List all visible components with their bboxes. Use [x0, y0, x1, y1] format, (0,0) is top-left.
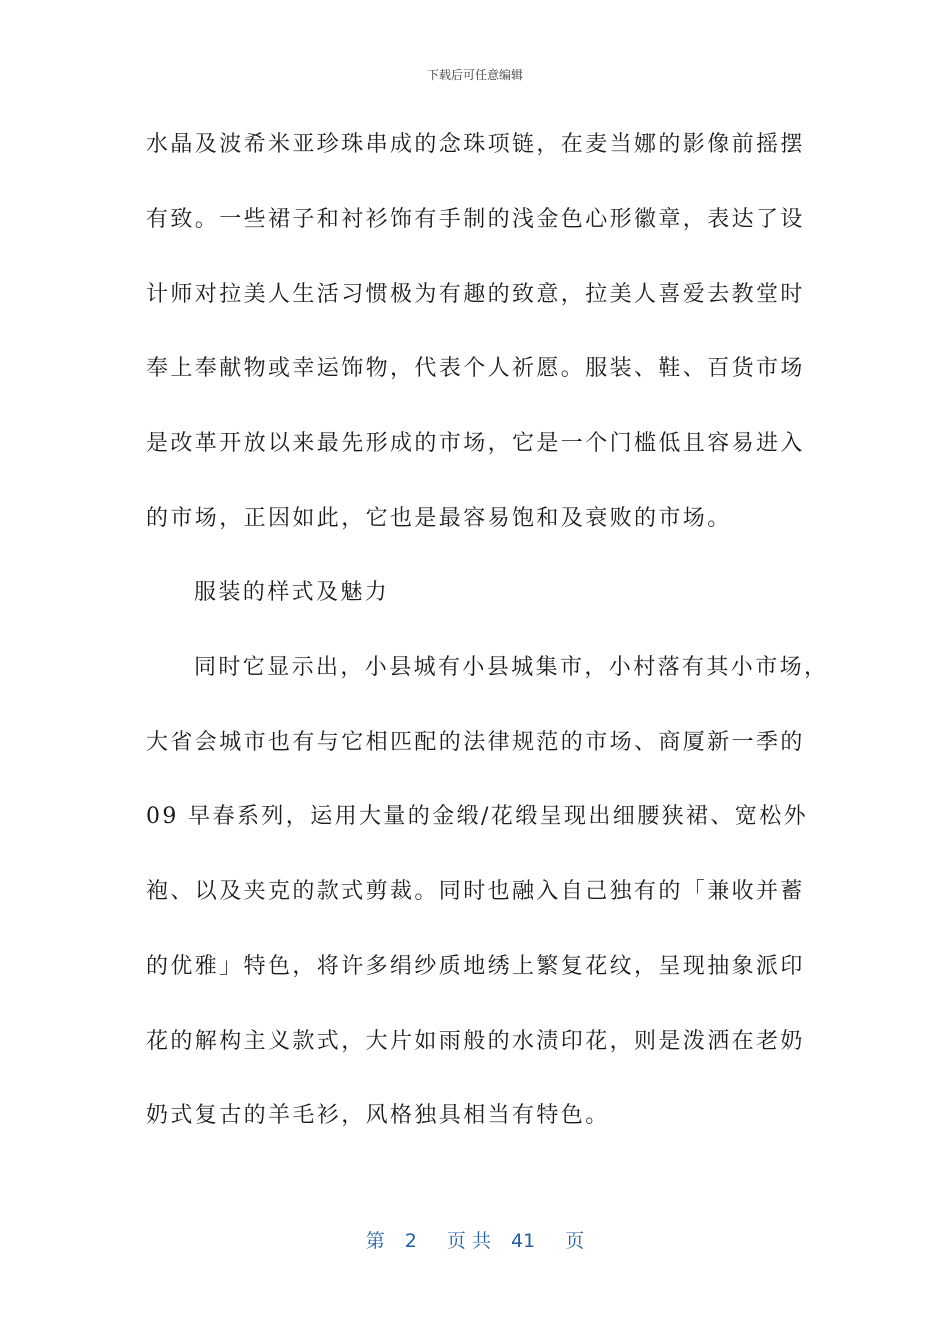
text-line: 的市场，正因如此，它也是最容易饱和及衰败的市场。 — [146, 506, 732, 531]
footer-middle: 页 共 — [446, 1230, 491, 1252]
footer-page-number: 2 — [404, 1230, 417, 1252]
footer-prefix: 第 — [365, 1230, 385, 1252]
section-heading: 服装的样式及魅力 — [194, 580, 390, 605]
text-line: 计师对拉美人生活习惯极为有趣的致意，拉美人喜爱去教堂时 — [146, 282, 805, 307]
page-header: 下载后可任意编辑 — [426, 68, 523, 82]
footer-total-pages: 41 — [511, 1230, 536, 1252]
text-line: 袍、以及夹克的款式剪裁。同时也融入自己独有的「兼收并蓄 — [146, 879, 805, 904]
page-footer — [0, 1226, 950, 1253]
text-line: 花的解构主义款式，大片如雨般的水渍印花，则是泼洒在老奶 — [146, 1029, 805, 1054]
text-line: 奶式复古的羊毛衫，风格独具相当有特色。 — [146, 1103, 610, 1128]
text-line: 的优雅」特色，将许多绢纱质地绣上繁复花纹，呈现抽象派印 — [146, 954, 805, 979]
text-line: 奉上奉献物或幸运饰物，代表个人祈愿。服装、鞋、百货市场 — [146, 356, 805, 381]
text-line: 是改革开放以来最先形成的市场，它是一个门槛低且容易进入 — [146, 431, 805, 456]
text-line: 同时它显示出，小县城有小县城集市，小村落有其小市场， — [194, 655, 829, 680]
text-line: 大省会城市也有与它相匹配的法律规范的市场、商厦新一季的 — [146, 730, 805, 755]
footer-suffix: 页 — [565, 1230, 585, 1252]
text-line: 有致。一些裙子和衬衫饰有手制的浅金色心形徽章，表达了设 — [146, 207, 805, 232]
text-line: 水晶及波希米亚珍珠串成的念珠项链，在麦当娜的影像前摇摆 — [146, 132, 805, 157]
text-line: 09 早春系列，运用大量的金缎/花缎呈现出细腰狭裙、宽松外 — [146, 804, 809, 829]
